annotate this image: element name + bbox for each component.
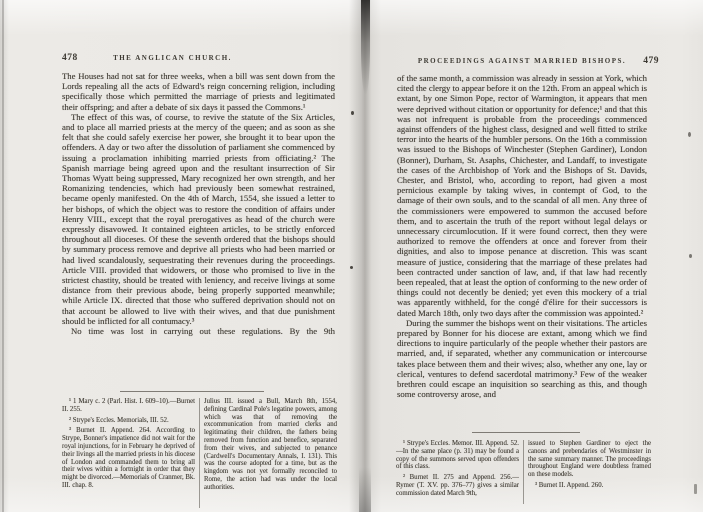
footnote: issued to Stephen Gardiner to eject the canons and prebendaries of Westminster in the same summary manner. The proceedings throughout England were doubtless framed on these models.	[528, 440, 651, 479]
footnote-column	[528, 440, 651, 504]
right-running-title: PROCEEDINGS AGAINST MARRIED BISHOPS.	[417, 57, 627, 65]
left-page-body	[62, 71, 335, 389]
right-page-footnotes	[396, 440, 652, 504]
footnote-rule	[120, 391, 264, 392]
right-page-header	[397, 56, 659, 69]
left-page-footnotes	[62, 398, 338, 508]
footnote: ² Strype's Eccles. Memorials, III. 52.	[69, 416, 169, 424]
footnote-rule	[472, 432, 580, 433]
footnote-column-divider	[199, 398, 200, 508]
book-gutter-shadow	[349, 0, 381, 512]
scan-speck	[688, 132, 691, 137]
footnote: ¹ Strype's Eccles. Memor. III. Append. 52.—In the same place (p. 31) may be found a copy of the summons served upon offenders of this class.	[396, 440, 519, 471]
scan-speck	[694, 484, 697, 494]
footnote: ² Burnet II. 275 and Append. 256.—Rymer (T. XV. pp. 376–77) gives a similar commission dated March 9th,	[396, 474, 519, 497]
body-paragraph: No time was lost in carrying out these regulations. By the 9th	[71, 326, 335, 337]
footnote: ³ Burnet II. Append. 260.	[535, 481, 604, 489]
scan-speck	[350, 266, 353, 269]
right-page-body	[397, 73, 647, 431]
footnote-column-divider	[523, 440, 524, 504]
footnote: Julius III. issued a Bull, March 8th, 1554, defining Cardinal Pole's legatine powers, among which was that of removing the excommunication from married clerks and legitimating their children, the fathers being removed from function and benefice, separated from their wives, and subjected to penance (Cardwell's Documentary Annals, I. 131). This was the course adopted for a time, but as the kingdom was not yet formally reconciled to Rome, the action had was under the local authorities.	[204, 398, 337, 491]
left-running-title: THE ANGLICAN CHURCH.	[113, 54, 232, 62]
footnote: ³ Burnet II. Append. 264. According to Strype, Bonner's impatience did not wait for the royal injunctions, for in February he deprived of their livings all the married priests in his diocese of London and commanded them to bring all their wives within a fortnight in order that they might be divorced.—Memorials of Cranmer, Bk. III. chap. 8.	[62, 427, 195, 489]
scan-speck	[689, 254, 692, 258]
footnote-column	[396, 440, 519, 504]
body-paragraph: The Houses had not sat for three weeks, when a bill was sent down from the Lords repealing all the acts of Edward's reign concerning religion, including specifically those which permitted the marriage of priests and legitimated their offspring; and after a debate of six days it passed the Commons.¹	[62, 71, 335, 112]
left-page-number: 478	[62, 53, 78, 63]
footnote: ¹ 1 Mary c. 2 (Parl. Hist. I. 609–10).—Burnet II. 255.	[62, 398, 195, 413]
body-paragraph: The effect of this was, of course, to revive the statute of the Six Articles, and to place all married priests at the mercy of the queen; and as soon as she felt that she could safely exercise her power, she brought it to bear upon the offenders. A day or two after the dissolution of parliament she commenced by issuing a proclamation inhibiting married priests from officiating.² The Spanish marriage being agreed upon and the resultant insurrection of Sir Thomas Wyatt being suppressed, Mary recognized her own strength, and her Romanizing tendencies, which had previously been somewhat restrained, became openly manifested. On the 4th of March, 1554, she issued a letter to her bishops, of which the object was to restore the condition of affairs under Henry VIII., except that the royal prerogatives as head of the church were expressly disavowed. It contained eighteen articles, to be strictly enforced throughout all dioceses. Of these the seventh ordered that the bishops should by summary process remove and deprive all priests who had been married or had lived scandalously, sequestrating their revenues during the proceedings. Article VIII. provided that widowers, or those who promised to live in the strictest chastity, should be treated with leniency, and receive livings at some distance from their previous abode, being properly supported meanwhile; while Article IX. directed that those who suffered deprivation should not on that account be allowed to live with their wives, and that due punishment should be inflicted for all contumacy.³	[62, 111, 335, 326]
right-page-number: 479	[643, 56, 659, 66]
footnote-column	[204, 398, 337, 508]
left-page-header	[62, 54, 335, 66]
body-paragraph: During the summer the bishops went on their visitations. The articles prepared by Bonner for his diocese are extant, among which we find directions to inquire particularly of the people whether their pastors are married, and, if separated, whether any communication or intercourse takes place between them and their wives; also, whether any one, lay or clerical, ventures to defend sacerdotal matrimony.³ Few of the weaker brethren could escape an inquisition so searching as this, and though some controversy arose, and	[397, 317, 647, 400]
page-edge-shadow	[2, 0, 4, 512]
footnote-column	[62, 398, 195, 508]
scan-speck	[351, 111, 354, 115]
body-paragraph: of the same month, a commission was already in session at York, which cited the clergy to appear before it on the 12th. From an appeal which is extant, by one Simon Pope, rector of Warmington, it appears that men were deprived without citation or opportunity for defence;¹ and that this was not infrequent is probable from the proceedings commenced against offenders of the highest class, designed and well fitted to strike terror into the hearts of the humbler persons. On the 16th a commission was issued to the Bishops of Winchester (Stephen Gardiner), London (Bonner), Durham, St. Asaphs, Chichester, and Landaff, to investigate the cases of the Archbishop of York and the Bishops of St. Davids, Chester, and Bristol, who, according to report, had given a most pernicious example by taking wives, in contempt of God, to the damage of their own souls, and to the scandal of all men. Any three of the commissioners were empowered to summon the accused before them, and to ascertain the truth of the report without legal delays or unnecessary circumlocution. If it were found correct, then they were authorized to remove the offenders at once and forever from their dignities, and also to impose penance at discretion. This was scant measure of justice, considering that the marriage of these prelates had been contracted under sanction of law, and, if that law had recently been repealed, that at least the option of conforming to the new order of things could not decently be denied; yet even this mockery of a trial was apparently withheld, for the congé d'élire for their successors is dated March 18th, only two days after the commission was appointed.²	[397, 73, 647, 318]
